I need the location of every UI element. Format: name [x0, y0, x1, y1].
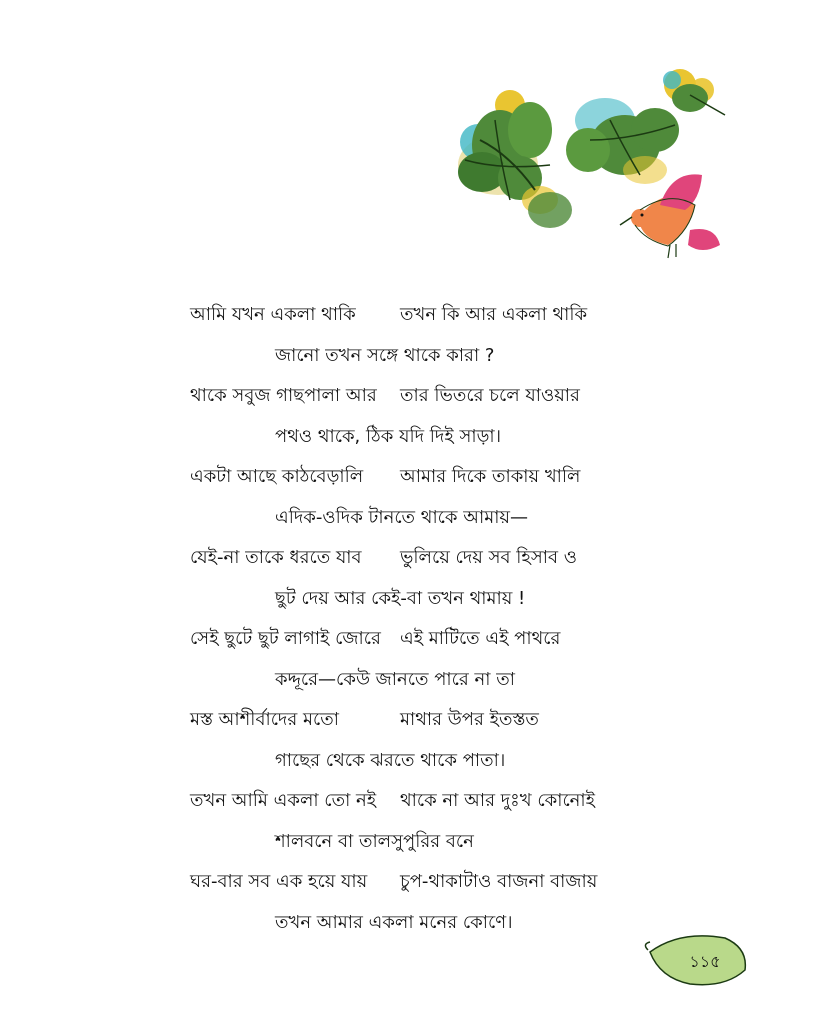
poem-line-center: কদ্দূরে—কেউ জানতে পারে না তা	[275, 668, 515, 690]
bird	[620, 174, 720, 258]
poem-line-right: আমার দিকে তাকায় খালি	[400, 466, 581, 487]
cluster-left	[458, 90, 572, 228]
poem-line-left: যেই-না তাকে ধরতে যাব	[190, 547, 362, 568]
poem-line-center: পথও থাকে, ঠিক যদি দিই সাড়া।	[275, 425, 502, 447]
leaves-and-bird-illustration	[440, 60, 735, 280]
poem-line-center: ছুট দেয় আর কেই-বা তখন থামায় !	[275, 587, 526, 609]
poem-line-center: তখন আমার একলা মনের কোণে।	[275, 911, 513, 933]
poem-line-right: এই মাটিতে এই পাথরে	[400, 628, 561, 649]
poem-line-center: জানো তখন সঙ্গে থাকে কারা ?	[275, 344, 495, 366]
poem-line-left: থাকে সবুজ গাছপালা আর	[190, 385, 377, 406]
poem-line-left: ঘর-বার সব এক হয়ে যায়	[190, 871, 368, 892]
poem-line-left: মস্ত আশীর্বাদের মতো	[190, 709, 339, 730]
poem-line-center: এদিক-ওদিক টানতে থাকে আমায়—	[275, 506, 529, 528]
poem-line-center: গাছের থেকে ঝরতে থাকে পাতা।	[275, 749, 506, 771]
poem-line-left: সেই ছুটে ছুট লাগাই জোরে	[190, 628, 381, 649]
poem-line-right: মাথার উপর ইতস্তত	[400, 709, 539, 730]
poem-line-left: একটা আছে কাঠবেড়ালি	[190, 466, 364, 487]
poem-line-right: তখন কি আর একলা থাকি	[400, 304, 588, 325]
page-number: ১১৫	[689, 952, 721, 971]
poem-line-right: চুপ-থাকাটাও বাজনা বাজায়	[400, 871, 598, 892]
poem-line-center: শালবনে বা তালসুপুরির বনে	[275, 830, 474, 852]
poem-line-right: ভুলিয়ে দেয় সব হিসাব ও	[400, 547, 577, 568]
poem-line-right: তার ভিতরে চলে যাওয়ার	[400, 385, 580, 406]
poem-line-right: থাকে না আর দুঃখ কোনোই	[400, 790, 595, 811]
poem-line-left: আমি যখন একলা থাকি	[190, 304, 356, 325]
poem-line-left: তখন আমি একলা তো নই	[190, 790, 377, 811]
cluster-right	[566, 69, 725, 184]
